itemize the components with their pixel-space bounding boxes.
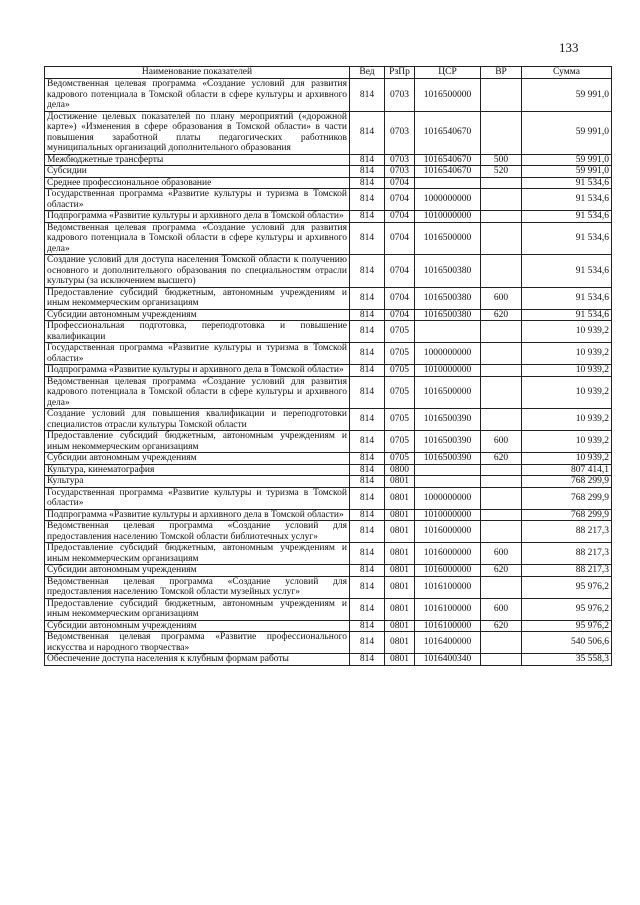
cell-name: Ведомственная целевая программа «Создание условий для предоставления населению Томской области музейных услуг» bbox=[45, 576, 350, 598]
cell-name: Субсидии автономным учреждениям bbox=[45, 620, 350, 632]
cell-csr bbox=[415, 321, 481, 343]
table-row bbox=[45, 453, 612, 465]
cell-vr bbox=[481, 321, 522, 343]
cell-ved: 814 bbox=[350, 487, 385, 509]
cell-vr bbox=[481, 343, 522, 365]
table-row bbox=[45, 487, 612, 509]
table-body bbox=[45, 79, 612, 666]
cell-rzpr: 0705 bbox=[385, 365, 415, 377]
cell-ved: 814 bbox=[350, 321, 385, 343]
cell-vr: 620 bbox=[481, 309, 522, 321]
cell-name: Подпрограмма «Развитие культуры и архивного дела в Томской области» bbox=[45, 509, 350, 521]
cell-sum: 10 939,2 bbox=[522, 376, 612, 409]
cell-ved: 814 bbox=[350, 365, 385, 377]
cell-name: Ведомственная целевая программа «Создание условий для развития кадрового потенциала в Томской области в сфере культуры и архивного дела» bbox=[45, 79, 350, 112]
cell-name: Создание условий для повышения квалификации и переподготовки специалистов отрасли культуры Томской области bbox=[45, 409, 350, 431]
table-row bbox=[45, 211, 612, 223]
table-row bbox=[45, 654, 612, 666]
cell-ved: 814 bbox=[350, 177, 385, 189]
table-row bbox=[45, 255, 612, 288]
cell-name: Ведомственная целевая программа «Создание условий для предоставления населению Томской области библиотечных услуг» bbox=[45, 521, 350, 543]
cell-ved: 814 bbox=[350, 576, 385, 598]
cell-ved: 814 bbox=[350, 309, 385, 321]
cell-vr bbox=[481, 222, 522, 255]
cell-rzpr: 0704 bbox=[385, 287, 415, 309]
cell-rzpr: 0704 bbox=[385, 211, 415, 223]
cell-name: Культура bbox=[45, 476, 350, 488]
cell-rzpr: 0704 bbox=[385, 309, 415, 321]
cell-ved: 814 bbox=[350, 111, 385, 154]
cell-sum: 35 558,3 bbox=[522, 654, 612, 666]
cell-rzpr: 0704 bbox=[385, 222, 415, 255]
cell-ved: 814 bbox=[350, 632, 385, 654]
cell-ved: 814 bbox=[350, 166, 385, 178]
cell-ved: 814 bbox=[350, 654, 385, 666]
table-row bbox=[45, 376, 612, 409]
cell-vr: 600 bbox=[481, 598, 522, 620]
cell-vr: 500 bbox=[481, 154, 522, 166]
cell-sum: 768 299,9 bbox=[522, 476, 612, 488]
cell-rzpr: 0801 bbox=[385, 654, 415, 666]
cell-name: Предоставление субсидий бюджетным, автономным учреждениям и иным некоммерческим организациям bbox=[45, 287, 350, 309]
cell-name: Государственная программа «Развитие культуры и туризма в Томской области» bbox=[45, 487, 350, 509]
cell-vr bbox=[481, 365, 522, 377]
cell-ved: 814 bbox=[350, 343, 385, 365]
cell-csr: 1016100000 bbox=[415, 620, 481, 632]
cell-vr bbox=[481, 632, 522, 654]
cell-csr: 1016500390 bbox=[415, 431, 481, 453]
cell-csr: 1016500390 bbox=[415, 453, 481, 465]
header-ved: Вед bbox=[350, 67, 385, 79]
budget-table bbox=[44, 66, 612, 666]
header-rzpr: РзПр bbox=[385, 67, 415, 79]
cell-sum: 88 217,3 bbox=[522, 521, 612, 543]
cell-ved: 814 bbox=[350, 431, 385, 453]
table-row bbox=[45, 365, 612, 377]
cell-rzpr: 0704 bbox=[385, 255, 415, 288]
cell-ved: 814 bbox=[350, 464, 385, 476]
cell-ved: 814 bbox=[350, 154, 385, 166]
cell-sum: 10 939,2 bbox=[522, 321, 612, 343]
cell-sum: 59 991,0 bbox=[522, 166, 612, 178]
cell-vr bbox=[481, 409, 522, 431]
cell-ved: 814 bbox=[350, 565, 385, 577]
page-number: 133 bbox=[559, 40, 579, 55]
cell-ved: 814 bbox=[350, 255, 385, 288]
cell-rzpr: 0801 bbox=[385, 543, 415, 565]
cell-vr bbox=[481, 189, 522, 211]
table-row bbox=[45, 509, 612, 521]
cell-csr: 1016500000 bbox=[415, 376, 481, 409]
cell-csr: 1016500000 bbox=[415, 222, 481, 255]
table-header-row bbox=[45, 67, 612, 79]
cell-csr: 1016500380 bbox=[415, 287, 481, 309]
cell-sum: 10 939,2 bbox=[522, 365, 612, 377]
cell-csr: 1016540670 bbox=[415, 111, 481, 154]
cell-vr bbox=[481, 177, 522, 189]
cell-vr bbox=[481, 111, 522, 154]
cell-rzpr: 0801 bbox=[385, 521, 415, 543]
cell-csr: 1016000000 bbox=[415, 565, 481, 577]
cell-rzpr: 0801 bbox=[385, 632, 415, 654]
table-row bbox=[45, 521, 612, 543]
cell-name: Подпрограмма «Развитие культуры и архивного дела в Томской области» bbox=[45, 365, 350, 377]
cell-name: Создание условий для доступа населения Томской области к получению основного и дополнительного образования по специальностям отрасли культуры (за исключением высшего) bbox=[45, 255, 350, 288]
cell-name: Обеспечение доступа населения к клубным формам работы bbox=[45, 654, 350, 666]
cell-ved: 814 bbox=[350, 211, 385, 223]
cell-csr: 1000000000 bbox=[415, 343, 481, 365]
cell-vr bbox=[481, 509, 522, 521]
cell-sum: 91 534,6 bbox=[522, 309, 612, 321]
cell-rzpr: 0705 bbox=[385, 321, 415, 343]
cell-sum: 768 299,9 bbox=[522, 509, 612, 521]
header-name: Наименование показателей bbox=[45, 67, 350, 79]
table-row bbox=[45, 598, 612, 620]
cell-rzpr: 0801 bbox=[385, 509, 415, 521]
cell-rzpr: 0801 bbox=[385, 576, 415, 598]
cell-csr: 1000000000 bbox=[415, 487, 481, 509]
table-row bbox=[45, 431, 612, 453]
table-row bbox=[45, 189, 612, 211]
cell-rzpr: 0801 bbox=[385, 565, 415, 577]
cell-sum: 540 506,6 bbox=[522, 632, 612, 654]
cell-ved: 814 bbox=[350, 79, 385, 112]
cell-csr: 1016540670 bbox=[415, 154, 481, 166]
cell-name: Субсидии автономным учреждениям bbox=[45, 309, 350, 321]
cell-sum: 95 976,2 bbox=[522, 620, 612, 632]
cell-ved: 814 bbox=[350, 287, 385, 309]
cell-sum: 91 534,6 bbox=[522, 211, 612, 223]
cell-ved: 814 bbox=[350, 222, 385, 255]
cell-vr bbox=[481, 576, 522, 598]
cell-ved: 814 bbox=[350, 509, 385, 521]
cell-vr: 600 bbox=[481, 431, 522, 453]
cell-rzpr: 0800 bbox=[385, 464, 415, 476]
table-row bbox=[45, 222, 612, 255]
cell-name: Достижение целевых показателей по плану мероприятий («дорожной карте») «Изменения в сфере образования в Томской области» в части повышения заработной платы педагогических работников муниципальных организаций дополнительного образования bbox=[45, 111, 350, 154]
cell-sum: 91 534,6 bbox=[522, 287, 612, 309]
cell-ved: 814 bbox=[350, 453, 385, 465]
cell-vr bbox=[481, 376, 522, 409]
cell-sum: 91 534,6 bbox=[522, 222, 612, 255]
cell-name: Ведомственная целевая программа «Создание условий для развития кадрового потенциала в Томской области в сфере культуры и архивного дела» bbox=[45, 376, 350, 409]
table-row bbox=[45, 166, 612, 178]
cell-sum: 95 976,2 bbox=[522, 598, 612, 620]
cell-ved: 814 bbox=[350, 189, 385, 211]
table-row bbox=[45, 476, 612, 488]
cell-csr: 1000000000 bbox=[415, 189, 481, 211]
table-row bbox=[45, 111, 612, 154]
cell-rzpr: 0801 bbox=[385, 487, 415, 509]
cell-csr: 1016100000 bbox=[415, 576, 481, 598]
cell-sum: 10 939,2 bbox=[522, 343, 612, 365]
cell-rzpr: 0703 bbox=[385, 111, 415, 154]
cell-vr bbox=[481, 79, 522, 112]
cell-csr bbox=[415, 464, 481, 476]
cell-name: Государственная программа «Развитие культуры и туризма в Томской области» bbox=[45, 189, 350, 211]
cell-sum: 10 939,2 bbox=[522, 431, 612, 453]
cell-ved: 814 bbox=[350, 409, 385, 431]
cell-rzpr: 0704 bbox=[385, 189, 415, 211]
cell-name: Субсидии bbox=[45, 166, 350, 178]
cell-csr: 1016400000 bbox=[415, 632, 481, 654]
cell-csr bbox=[415, 177, 481, 189]
cell-csr: 1016540670 bbox=[415, 166, 481, 178]
cell-csr: 1010000000 bbox=[415, 365, 481, 377]
cell-name: Ведомственная целевая программа «Развитие профессионального искусства и народного творчества» bbox=[45, 632, 350, 654]
cell-csr: 1016400340 bbox=[415, 654, 481, 666]
cell-vr: 620 bbox=[481, 453, 522, 465]
cell-csr: 1010000000 bbox=[415, 509, 481, 521]
cell-sum: 59 991,0 bbox=[522, 79, 612, 112]
table-row bbox=[45, 565, 612, 577]
cell-ved: 814 bbox=[350, 543, 385, 565]
cell-rzpr: 0801 bbox=[385, 598, 415, 620]
cell-vr: 620 bbox=[481, 620, 522, 632]
cell-rzpr: 0705 bbox=[385, 453, 415, 465]
cell-sum: 59 991,0 bbox=[522, 111, 612, 154]
cell-vr bbox=[481, 255, 522, 288]
cell-sum: 10 939,2 bbox=[522, 409, 612, 431]
cell-rzpr: 0703 bbox=[385, 166, 415, 178]
cell-vr bbox=[481, 476, 522, 488]
cell-csr: 1016000000 bbox=[415, 543, 481, 565]
cell-name: Культура, кинематография bbox=[45, 464, 350, 476]
cell-ved: 814 bbox=[350, 598, 385, 620]
cell-sum: 91 534,6 bbox=[522, 189, 612, 211]
table-row bbox=[45, 543, 612, 565]
cell-rzpr: 0705 bbox=[385, 431, 415, 453]
cell-ved: 814 bbox=[350, 521, 385, 543]
cell-csr: 1016500380 bbox=[415, 255, 481, 288]
cell-vr bbox=[481, 464, 522, 476]
cell-name: Субсидии автономным учреждениям bbox=[45, 453, 350, 465]
header-csr: ЦСР bbox=[415, 67, 481, 79]
cell-sum: 88 217,3 bbox=[522, 565, 612, 577]
cell-sum: 59 991,0 bbox=[522, 154, 612, 166]
cell-name: Межбюджетные трансферты bbox=[45, 154, 350, 166]
table-row bbox=[45, 464, 612, 476]
table-row bbox=[45, 287, 612, 309]
cell-vr bbox=[481, 654, 522, 666]
cell-sum: 807 414,1 bbox=[522, 464, 612, 476]
cell-csr: 1016500380 bbox=[415, 309, 481, 321]
table-row bbox=[45, 309, 612, 321]
cell-rzpr: 0705 bbox=[385, 343, 415, 365]
table-row bbox=[45, 343, 612, 365]
cell-vr: 600 bbox=[481, 543, 522, 565]
cell-name: Субсидии автономным учреждениям bbox=[45, 565, 350, 577]
cell-vr: 620 bbox=[481, 565, 522, 577]
table-row bbox=[45, 177, 612, 189]
cell-sum: 95 976,2 bbox=[522, 576, 612, 598]
cell-name: Подпрограмма «Развитие культуры и архивного дела в Томской области» bbox=[45, 211, 350, 223]
cell-rzpr: 0705 bbox=[385, 376, 415, 409]
cell-sum: 768 299,9 bbox=[522, 487, 612, 509]
cell-ved: 814 bbox=[350, 376, 385, 409]
cell-vr bbox=[481, 521, 522, 543]
cell-ved: 814 bbox=[350, 620, 385, 632]
header-vr: ВР bbox=[481, 67, 522, 79]
table-row bbox=[45, 321, 612, 343]
cell-rzpr: 0801 bbox=[385, 620, 415, 632]
cell-sum: 91 534,6 bbox=[522, 177, 612, 189]
cell-ved: 814 bbox=[350, 476, 385, 488]
table-row bbox=[45, 79, 612, 112]
cell-csr: 1010000000 bbox=[415, 211, 481, 223]
cell-sum: 10 939,2 bbox=[522, 453, 612, 465]
cell-name: Предоставление субсидий бюджетным, автономным учреждениям и иным некоммерческим организациям bbox=[45, 543, 350, 565]
header-sum: Сумма bbox=[522, 67, 612, 79]
cell-csr bbox=[415, 476, 481, 488]
cell-vr bbox=[481, 211, 522, 223]
cell-csr: 1016000000 bbox=[415, 521, 481, 543]
cell-name: Ведомственная целевая программа «Создание условий для развития кадрового потенциала в Томской области в сфере культуры и архивного дела» bbox=[45, 222, 350, 255]
table-row bbox=[45, 632, 612, 654]
cell-sum: 88 217,3 bbox=[522, 543, 612, 565]
cell-vr: 520 bbox=[481, 166, 522, 178]
table-row bbox=[45, 409, 612, 431]
cell-rzpr: 0801 bbox=[385, 476, 415, 488]
cell-rzpr: 0704 bbox=[385, 177, 415, 189]
cell-sum: 91 534,6 bbox=[522, 255, 612, 288]
cell-rzpr: 0703 bbox=[385, 154, 415, 166]
cell-csr: 1016100000 bbox=[415, 598, 481, 620]
table-row bbox=[45, 154, 612, 166]
cell-csr: 1016500390 bbox=[415, 409, 481, 431]
cell-rzpr: 0705 bbox=[385, 409, 415, 431]
cell-vr: 600 bbox=[481, 287, 522, 309]
table-row bbox=[45, 576, 612, 598]
cell-name: Государственная программа «Развитие культуры и туризма в Томской области» bbox=[45, 343, 350, 365]
cell-rzpr: 0703 bbox=[385, 79, 415, 112]
cell-name: Среднее профессиональное образование bbox=[45, 177, 350, 189]
cell-name: Предоставление субсидий бюджетным, автономным учреждениям и иным некоммерческим организациям bbox=[45, 431, 350, 453]
cell-name: Предоставление субсидий бюджетным, автономным учреждениям и иным некоммерческим организациям bbox=[45, 598, 350, 620]
cell-name: Профессиональная подготовка, переподготовка и повышение квалификации bbox=[45, 321, 350, 343]
table-row bbox=[45, 620, 612, 632]
cell-csr: 1016500000 bbox=[415, 79, 481, 112]
cell-vr bbox=[481, 487, 522, 509]
